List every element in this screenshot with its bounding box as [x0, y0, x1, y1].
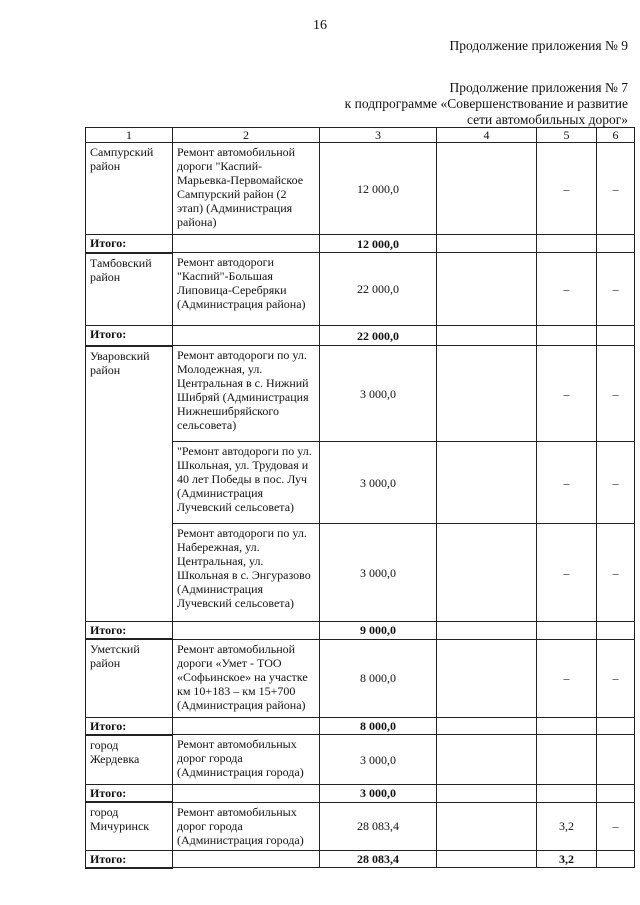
total-amount: 8 000,0: [320, 717, 437, 735]
col6-cell: –: [597, 346, 635, 442]
header-cell-5: 5: [537, 128, 597, 143]
amount-cell: 3 000,0: [320, 735, 437, 785]
total-empty-cell: [437, 235, 537, 253]
col4-cell: [437, 143, 537, 235]
total-col5: 3,2: [537, 850, 597, 868]
amount-cell: 8 000,0: [320, 639, 437, 717]
work-description-cell: "Ремонт автодороги по ул. Школьная, ул. Трудовая и 40 лет Победы в пос. Луч (Администрация Лучевский сельсовета): [173, 442, 320, 524]
total-empty-cell: [173, 326, 320, 346]
subprogram-line-2: сети автомобильных дорог»: [467, 112, 628, 127]
total-label: Итого:: [86, 622, 173, 640]
col4-cell: [437, 735, 537, 785]
col5-cell: –: [537, 639, 597, 717]
amount-cell: 22 000,0: [320, 253, 437, 326]
col4-cell: [437, 802, 537, 850]
total-col5: [537, 717, 597, 735]
total-col5: [537, 326, 597, 346]
total-amount: 12 000,0: [320, 235, 437, 253]
work-description-cell: Ремонт автомобильных дорог города (Администрация города): [173, 802, 320, 850]
appendix-9-caption: Продолжение приложения № 9: [449, 38, 628, 53]
col5-cell: –: [537, 524, 597, 622]
table-row: [86, 346, 635, 442]
col4-cell: [437, 442, 537, 524]
total-amount: 28 083,4: [320, 850, 437, 868]
col6-cell: –: [597, 143, 635, 235]
amount-cell: 3 000,0: [320, 524, 437, 622]
col6-cell: –: [597, 524, 635, 622]
total-empty-cell: [437, 326, 537, 346]
table-row: [86, 143, 635, 235]
total-empty-cell: [597, 785, 635, 803]
col5-cell: 3,2: [537, 802, 597, 850]
total-label: Итого:: [86, 850, 173, 868]
subprogram-line-1: к подпрограмме «Совершенствование и развитие: [344, 96, 628, 111]
district-cell: Уметский район: [86, 639, 173, 717]
col6-cell: –: [597, 253, 635, 326]
district-cell: Тамбовский район: [86, 253, 173, 326]
amount-cell: 3 000,0: [320, 442, 437, 524]
total-empty-cell: [173, 622, 320, 640]
header-cell-4: 4: [437, 128, 537, 143]
total-amount: 3 000,0: [320, 785, 437, 803]
col5-cell: –: [537, 442, 597, 524]
col6-cell: –: [597, 442, 635, 524]
table-row: [86, 253, 635, 326]
header-cell-1: 1: [86, 128, 173, 143]
amount-cell: 28 083,4: [320, 802, 437, 850]
total-row: [86, 235, 635, 253]
appendix-7-caption-block: [345, 80, 628, 128]
col6-cell: –: [597, 639, 635, 717]
work-description-cell: Ремонт автомобильных дорог города (Администрация города): [173, 735, 320, 785]
col5-cell: –: [537, 346, 597, 442]
appendix-7-caption: Продолжение приложения № 7: [449, 80, 628, 95]
total-amount: 9 000,0: [320, 622, 437, 640]
col4-cell: [437, 524, 537, 622]
total-row: [86, 326, 635, 346]
district-cell: город Жердевка: [86, 735, 173, 785]
total-row: [86, 622, 635, 640]
header-cell-2: 2: [173, 128, 320, 143]
total-amount: 22 000,0: [320, 326, 437, 346]
total-label: Итого:: [86, 235, 173, 253]
col6-cell: [597, 735, 635, 785]
total-empty-cell: [437, 850, 537, 868]
header-cell-6: 6: [597, 128, 635, 143]
col4-cell: [437, 346, 537, 442]
table-header-row: [86, 128, 635, 143]
work-description-cell: Ремонт автомобильной дороги "Каспий-Марьевка-Первомайское Сампурский район (2 этап) (Администрация района): [173, 143, 320, 235]
work-description-cell: Ремонт автодороги по ул. Набережная, ул. Центральная, ул. Школьная в с. Энгуразово (Администрация Лучевский сельсовета): [173, 524, 320, 622]
total-empty-cell: [173, 235, 320, 253]
total-col5: [537, 785, 597, 803]
col5-cell: –: [537, 253, 597, 326]
total-empty-cell: [597, 850, 635, 868]
table-row: [86, 735, 635, 785]
total-empty-cell: [173, 785, 320, 803]
total-row: [86, 717, 635, 735]
district-cell: Уваровский район: [86, 346, 173, 622]
table-row: [86, 802, 635, 850]
col4-cell: [437, 639, 537, 717]
work-description-cell: Ремонт автомобильной дороги «Умет - ТОО «Софьинское» на участке км 10+183 – км 15+700 (Администрация района): [173, 639, 320, 717]
district-cell: Сампурский район: [86, 143, 173, 235]
total-empty-cell: [597, 717, 635, 735]
total-empty-cell: [597, 326, 635, 346]
amount-cell: 3 000,0: [320, 346, 437, 442]
total-empty-cell: [597, 235, 635, 253]
total-col5: [537, 622, 597, 640]
total-empty-cell: [437, 622, 537, 640]
total-empty-cell: [437, 785, 537, 803]
col5-cell: –: [537, 143, 597, 235]
district-cell: город Мичуринск: [86, 802, 173, 850]
work-description-cell: Ремонт автодороги "Каспий"-Большая Липовица-Серебряки (Администрация района): [173, 253, 320, 326]
header-cell-3: 3: [320, 128, 437, 143]
col5-cell: [537, 735, 597, 785]
appendix-table: [85, 127, 635, 869]
total-col5: [537, 235, 597, 253]
total-label: Итого:: [86, 717, 173, 735]
col6-cell: –: [597, 802, 635, 850]
col4-cell: [437, 253, 537, 326]
amount-cell: 12 000,0: [320, 143, 437, 235]
total-label: Итого:: [86, 785, 173, 803]
total-row: [86, 850, 635, 868]
page-number: 16: [313, 18, 327, 33]
work-description-cell: Ремонт автодороги по ул. Молодежная, ул. Центральная в с. Нижний Шибряй (Администрация Нижнешибряйского сельсовета): [173, 346, 320, 442]
total-empty-cell: [437, 717, 537, 735]
total-empty-cell: [173, 717, 320, 735]
table-row: [86, 639, 635, 717]
total-empty-cell: [597, 622, 635, 640]
total-label: Итого:: [86, 326, 173, 346]
total-empty-cell: [173, 850, 320, 868]
total-row: [86, 785, 635, 803]
